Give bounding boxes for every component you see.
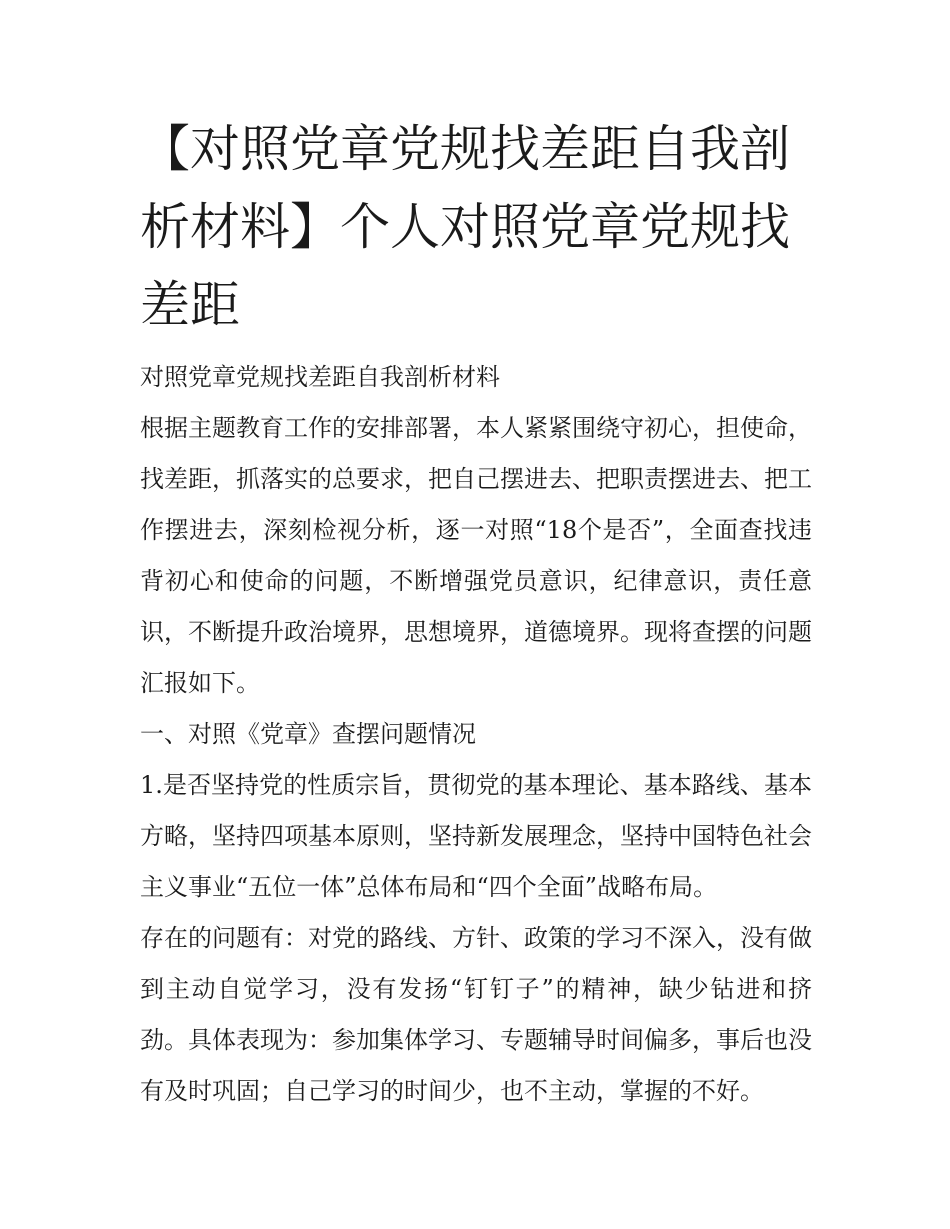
- problems-paragraph: 存在的问题有：对党的路线、方针、政策的学习不深入，没有做到主动自觉学习，没有发扬“钉钉子”的精神，缺少钻进和挤劲。具体表现为：参加集体学习、专题辅导时间偏多，事后也没有及时巩固；自己学习的时间少，也不主动，掌握的不好。: [140, 924, 812, 1105]
- document-title: 【对照党章党规找差距自我剖析材料】个人对照党章党规找差距: [140, 120, 790, 334]
- intro-paragraph: 根据主题教育工作的安排部署，本人紧紧围绕守初心，担使命，找差距，抓落实的总要求，把自己摆进去、把职责摆进去、把工作摆进去，深刻检视分析，逐一对照“18个是否”，全面查找违背初心和使命的问题，不断增强党员意识，纪律意识，责任意识，不断提升政治境界，思想境界，道德境界。现将查摆的问题汇报如下。: [140, 414, 812, 697]
- document-page: [140, 110, 812, 1117]
- item-1-paragraph: 1.是否坚持党的性质宗旨，贯彻党的基本理论、基本路线、基本方略，坚持四项基本原则，坚持新发展理念，坚持中国特色社会主义事业“五位一体”总体布局和“四个全面”战略布局。: [140, 771, 812, 901]
- section-heading: 一、对照《党章》查摆问题情况: [140, 720, 476, 748]
- subtitle-paragraph: 对照党章党规找差距自我剖析材料: [140, 363, 500, 391]
